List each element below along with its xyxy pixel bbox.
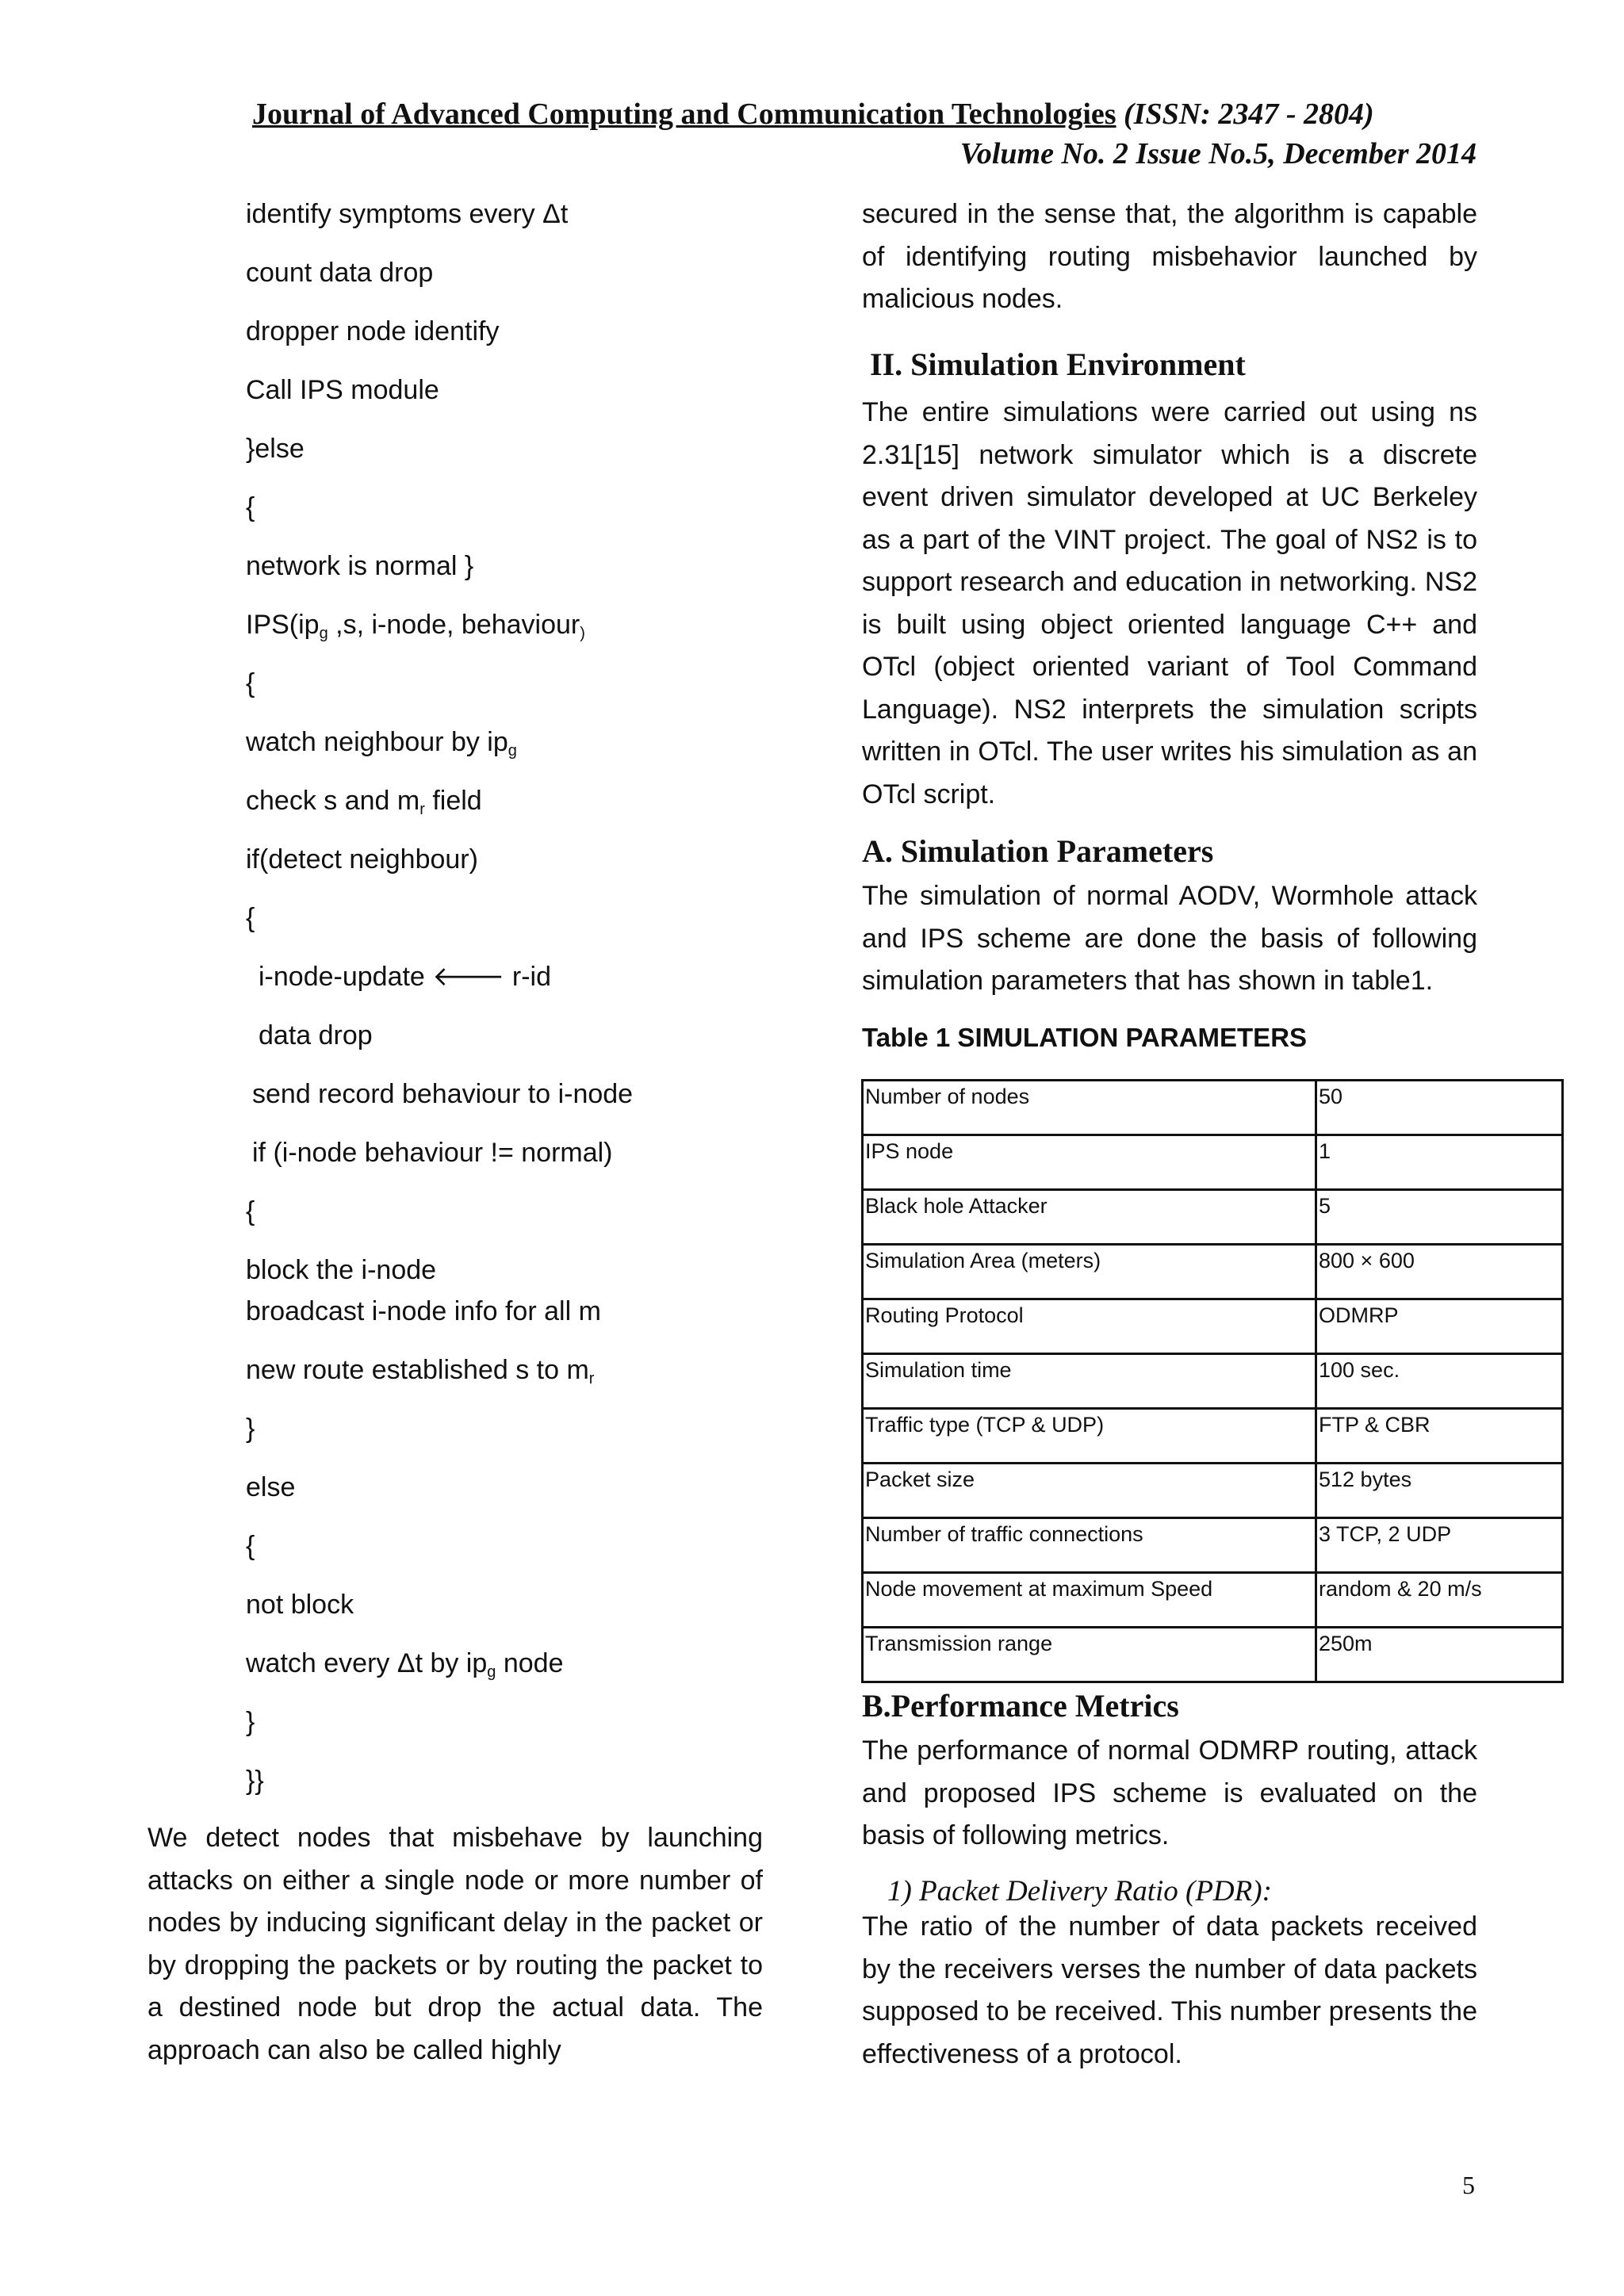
- table-cell: 100 sec.: [1316, 1354, 1563, 1409]
- code-line: }: [246, 1414, 255, 1444]
- pdr-paragraph: The ratio of the number of data packets received by the receivers verses the number of data packets supposed to be received. This number presents the effectiveness of a protocol.: [862, 1911, 1477, 2069]
- journal-header: [252, 97, 1480, 141]
- subsection-heading: B.Performance Metrics: [862, 1688, 1179, 1724]
- subsection-paragraph: The simulation of normal AODV, Wormhole attack and IPS scheme are done the basis of following simulation parameters that has shown in table1.: [862, 881, 1477, 996]
- pdr-heading: 1) Packet Delivery Ratio (PDR):: [887, 1875, 1272, 1908]
- table-row: [863, 1081, 1563, 1135]
- code-line: data drop: [259, 1020, 373, 1050]
- table-cell: 800 × 600: [1316, 1245, 1563, 1299]
- code-line: if(detect neighbour): [246, 844, 478, 874]
- code-line: }}: [246, 1766, 264, 1796]
- page-number: 5: [1462, 2171, 1475, 2199]
- table-row: [863, 1464, 1563, 1518]
- table-cell: Number of traffic connections: [863, 1518, 1316, 1573]
- code-line: }else: [246, 434, 304, 464]
- code-line: {: [246, 492, 255, 522]
- code-text: field: [424, 786, 482, 816]
- code-line-ips: [246, 609, 585, 649]
- table-cell: Routing Protocol: [863, 1299, 1316, 1354]
- journal-issn: (ISSN: 2347 - 2804): [1116, 98, 1374, 131]
- code-line: {: [246, 1531, 255, 1561]
- body-paragraph-left: We detect nodes that misbehave by launching attacks on either a single node or more number of nodes by inducing significant delay in the packet or by dropping the packets or by routing the packet to a destined node but drop the actual data. The approach can also be called highly: [147, 1823, 763, 2065]
- code-line: i-node-update 🡐 r-id: [259, 962, 552, 992]
- code-text: node: [496, 1648, 564, 1678]
- table-row: [863, 1190, 1563, 1245]
- table-cell: Packet size: [863, 1464, 1316, 1518]
- table-cell: Transmission range: [863, 1628, 1316, 1682]
- table-cell: 1: [1316, 1135, 1563, 1190]
- code-line-watch-every: [246, 1647, 564, 1688]
- code-subscript: g: [508, 742, 517, 760]
- table-cell: Simulation time: [863, 1354, 1316, 1409]
- code-text: watch every Δt by ip: [246, 1648, 488, 1678]
- table-cell: random & 20 m/s: [1316, 1573, 1563, 1628]
- metrics-paragraph: The performance of normal ODMRP routing, attack and proposed IPS scheme is evaluated on the basis of following metrics.: [862, 1735, 1477, 1850]
- table-cell: 50: [1316, 1081, 1563, 1135]
- table-cell: Black hole Attacker: [863, 1190, 1316, 1245]
- table-row: [863, 1409, 1563, 1464]
- code-line: dropper node identify: [246, 316, 500, 346]
- code-line: identify symptoms every Δt: [246, 199, 569, 229]
- subsection-heading: A. Simulation Parameters: [862, 833, 1214, 869]
- table-cell: Traffic type (TCP & UDP): [863, 1409, 1316, 1464]
- code-line: {: [246, 1196, 255, 1226]
- table-caption: Table 1 SIMULATION PARAMETERS: [862, 1023, 1308, 1052]
- code-line: network is normal }: [246, 551, 474, 581]
- table-cell: Node movement at maximum Speed: [863, 1573, 1316, 1628]
- table-row: [863, 1628, 1563, 1682]
- code-line: broadcast i-node info for all m: [246, 1296, 601, 1326]
- table-cell: Number of nodes: [863, 1081, 1316, 1135]
- code-text: ,s, i-node, behaviour: [327, 610, 580, 640]
- section-heading: II. Simulation Environment: [870, 346, 1246, 382]
- code-line: {: [246, 668, 255, 698]
- code-text: watch neighbour by ip: [246, 727, 508, 757]
- code-line: not block: [246, 1590, 354, 1620]
- table-cell: Simulation Area (meters): [863, 1245, 1316, 1299]
- code-line: {: [246, 903, 255, 933]
- table-row: [863, 1573, 1563, 1628]
- section-paragraph: The entire simulations were carried out using ns 2.31[15] network simulator which is a discrete event driven simulator developed at UC Berkeley as a part of the VINT project. The goal of NS2 is to support research and education in networking. NS2 is built using object oriented language C++ and OTcl (object oriented variant of Tool Command Language). NS2 interprets the simulation scripts written in OTcl. The user writes his simulation as an OTcl script.: [862, 397, 1477, 809]
- code-line: send record behaviour to i-node: [252, 1079, 634, 1109]
- code-subscript: g: [319, 625, 328, 642]
- table-row: [863, 1135, 1563, 1190]
- code-line: block the i-node: [246, 1255, 437, 1285]
- journal-title: Journal of Advanced Computing and Communication Technologies: [252, 98, 1116, 131]
- table-cell: 3 TCP, 2 UDP: [1316, 1518, 1563, 1573]
- table-row: [863, 1299, 1563, 1354]
- code-line-watch: [246, 726, 517, 767]
- code-text: check s and m: [246, 786, 420, 816]
- code-subscript: r: [588, 1370, 595, 1387]
- code-line: }: [246, 1707, 255, 1737]
- code-line: if (i-node behaviour != normal): [252, 1138, 613, 1168]
- table-row: [863, 1518, 1563, 1573]
- table-cell: 512 bytes: [1316, 1464, 1563, 1518]
- code-subscript: g: [487, 1663, 496, 1681]
- code-line: else: [246, 1472, 296, 1502]
- table-row: [863, 1245, 1563, 1299]
- code-line-check: [246, 785, 482, 825]
- code-subscript: r: [419, 801, 425, 818]
- code-text: IPS(ip: [246, 610, 320, 640]
- table-cell: IPS node: [863, 1135, 1316, 1190]
- code-text: new route established s to m: [246, 1355, 589, 1385]
- table-row: [863, 1354, 1563, 1409]
- table-cell: 5: [1316, 1190, 1563, 1245]
- table-cell: 250m: [1316, 1628, 1563, 1682]
- intro-paragraph: secured in the sense that, the algorithm is capable of identifying routing misbehavior launched by malicious nodes.: [862, 199, 1477, 314]
- code-line: Call IPS module: [246, 375, 439, 405]
- table-cell: FTP & CBR: [1316, 1409, 1563, 1464]
- table-cell: ODMRP: [1316, 1299, 1563, 1354]
- code-line: count data drop: [246, 258, 434, 288]
- code-subscript: ): [580, 625, 585, 642]
- simulation-parameters-table: [861, 1079, 1564, 1683]
- code-line-route: [246, 1354, 594, 1395]
- journal-volume: Volume No. 2 Issue No.5, December 2014: [959, 137, 1477, 170]
